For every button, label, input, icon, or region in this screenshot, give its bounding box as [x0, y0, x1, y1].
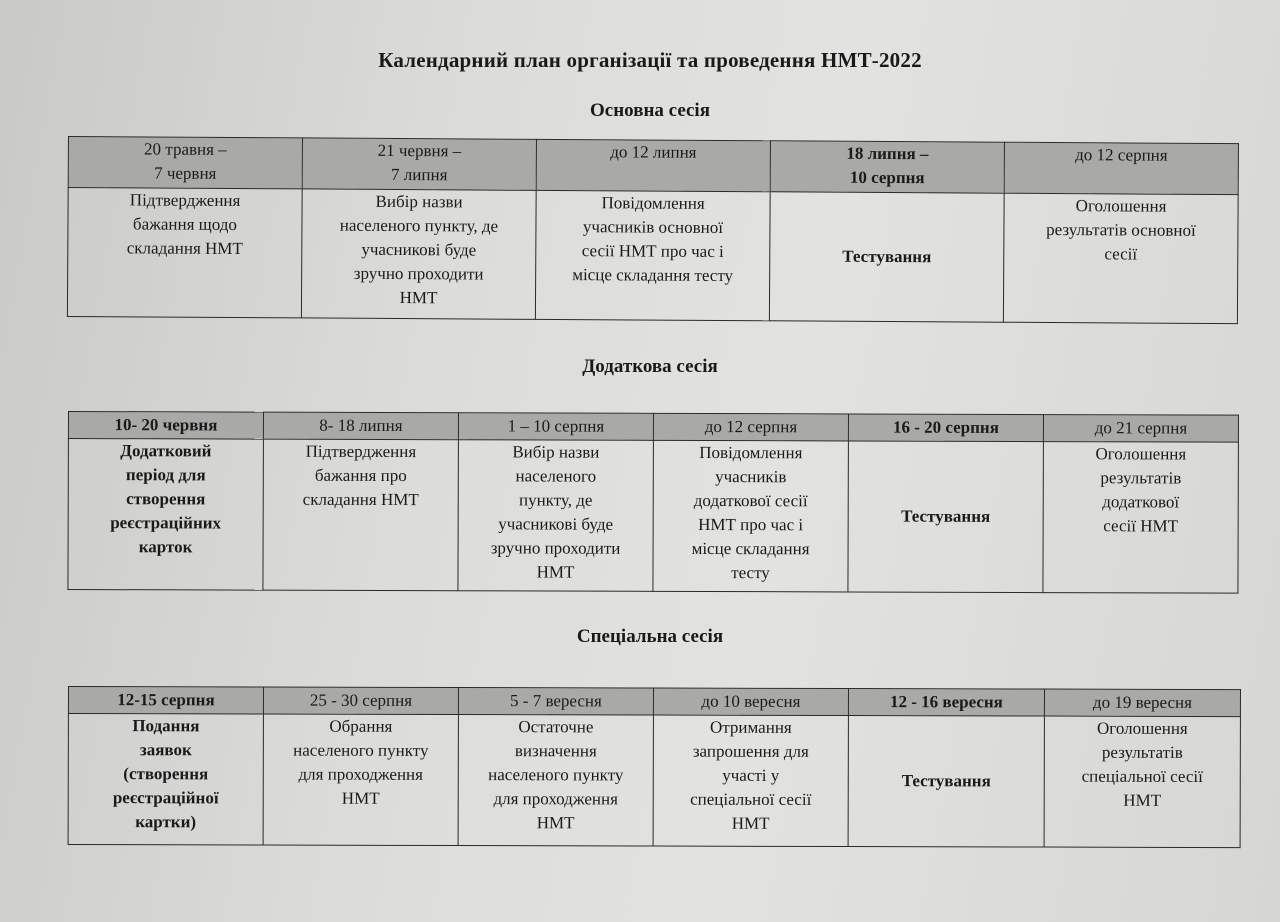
date-cell	[458, 413, 653, 441]
event-text: Оголошення результатів спеціальної сесії НМТ	[1081, 718, 1203, 810]
date-text: 18 липня – 10 серпня	[846, 143, 929, 188]
event-text: Оголошення результатів додаткової сесії НМТ	[1095, 444, 1187, 536]
event-cell	[1003, 193, 1238, 323]
additional-session-title: Додаткова сесія	[582, 356, 718, 377]
event-cell	[67, 188, 302, 318]
event-text: Тестування	[842, 246, 932, 267]
event-cell	[68, 714, 263, 846]
date-cell	[1004, 142, 1238, 194]
main-session-table	[67, 136, 1239, 324]
date-cell	[1043, 415, 1238, 443]
event-text: Додатковий період для створення реєстраційних карток	[110, 441, 222, 557]
main-session-events-row	[67, 188, 1238, 324]
date-cell	[68, 687, 263, 715]
event-text: Повідомлення учасників основної сесії НМТ про час і місце складання тесту	[572, 193, 734, 286]
date-cell	[848, 414, 1043, 442]
event-cell	[848, 716, 1044, 848]
date-text: до 12 серпня	[1075, 145, 1168, 165]
event-cell	[263, 439, 458, 591]
event-text: Подання заявок (створення реєстраційної картки)	[112, 716, 219, 832]
event-cell	[1044, 716, 1240, 848]
date-text: 20 травня – 7 червня	[144, 139, 227, 183]
event-text: Оголошення результатів основної сесії	[1046, 196, 1196, 264]
event-cell	[769, 192, 1004, 322]
additional-session-events-row	[68, 439, 1238, 594]
document-title: Календарний план організації та проведення НМТ-2022	[378, 48, 922, 72]
date-cell	[653, 688, 848, 716]
special-session-title: Спеціальна сесія	[576, 626, 724, 647]
date-text: 16 - 20 серпня	[892, 417, 999, 437]
date-text: 10- 20 червня	[114, 415, 218, 435]
date-cell	[68, 412, 263, 440]
event-text: Підтвердження бажання про складання НМТ	[302, 441, 419, 510]
date-cell	[653, 413, 848, 441]
main-session-dates-row	[68, 137, 1238, 195]
event-text: Вибір назви населеного пункту, де учасникові буде зручно проходити НМТ	[339, 191, 499, 308]
main-session-title: Основна сесія	[590, 100, 710, 121]
event-cell	[458, 715, 653, 847]
special-session-events-row	[68, 714, 1240, 848]
event-cell	[1043, 442, 1238, 594]
event-cell	[653, 440, 848, 592]
date-cell	[1044, 689, 1240, 717]
event-text: Повідомлення учасників додаткової сесії НМТ про час і місце складання тесту	[691, 442, 810, 583]
date-text: 12-15 серпня	[117, 690, 215, 710]
date-cell	[263, 412, 458, 440]
date-text: до 12 липня	[610, 142, 697, 162]
date-text: 5 - 7 вересня	[510, 691, 602, 711]
special-session-table	[68, 686, 1241, 848]
event-cell	[848, 441, 1043, 593]
event-text: Остаточне визначення населеного пункту для проходження НМТ	[488, 717, 624, 833]
event-cell	[535, 190, 770, 320]
date-cell	[68, 137, 302, 189]
date-text: 25 - 30 серпня	[309, 690, 413, 710]
additional-session-dates-row	[68, 412, 1238, 443]
date-cell	[536, 139, 770, 191]
special-session-dates-row	[68, 687, 1240, 717]
event-cell	[301, 189, 536, 319]
event-text: Тестування	[901, 506, 991, 526]
event-cell	[263, 714, 458, 846]
event-cell	[68, 439, 263, 591]
event-text: Підтвердження бажання щодо складання НМТ	[126, 190, 243, 259]
event-text: Отримання запрошення для участі у спеціальної сесії НМТ	[690, 717, 812, 833]
date-text: до 19 вересня	[1092, 692, 1193, 712]
event-text: Тестування	[901, 771, 991, 791]
date-text: 8- 18 липня	[319, 415, 403, 436]
event-cell	[653, 715, 848, 847]
event-text: Вибір назви населеного пункту, де учасникові буде зручно проходити НМТ	[490, 442, 621, 582]
date-text: до 10 вересня	[701, 691, 801, 711]
event-text: Обрання населеного пункту для проходження НМТ	[293, 716, 429, 808]
date-cell	[770, 141, 1004, 193]
date-text: до 21 серпня	[1094, 418, 1188, 438]
date-cell	[263, 687, 458, 715]
date-text: 1 – 10 серпня	[507, 416, 605, 436]
date-text: 21 червня – 7 липня	[377, 140, 462, 185]
date-text: 12 - 16 вересня	[889, 692, 1003, 712]
additional-session-table	[67, 411, 1239, 594]
date-cell	[848, 689, 1044, 717]
date-text: до 12 серпня	[704, 417, 798, 437]
date-cell	[458, 688, 653, 716]
date-cell	[302, 138, 536, 190]
event-cell	[458, 440, 653, 592]
